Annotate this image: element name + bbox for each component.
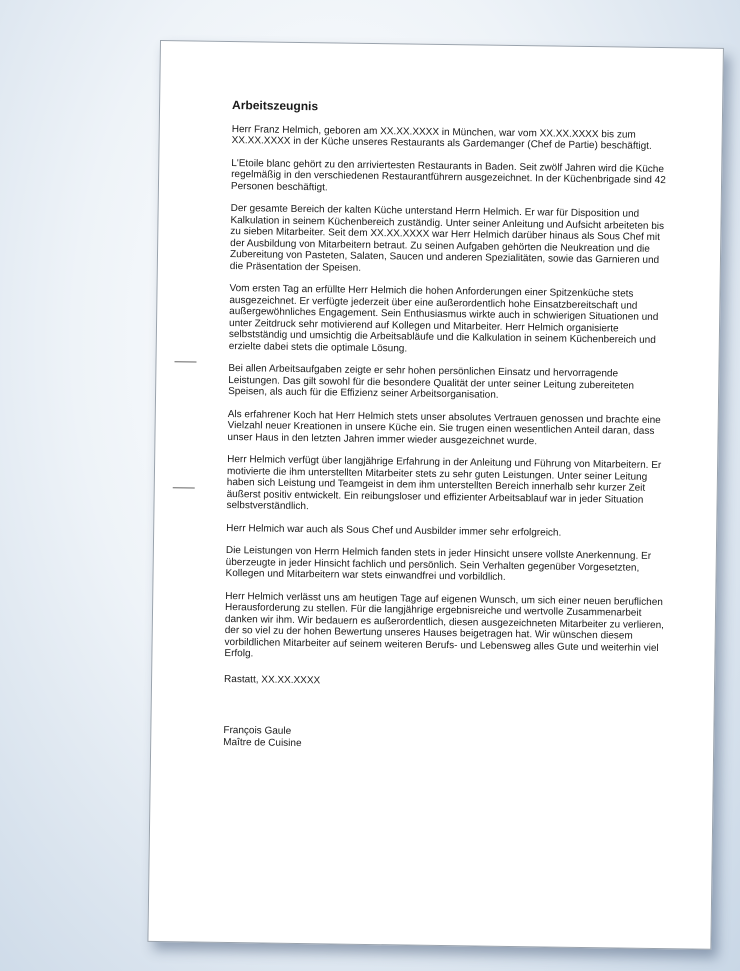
- place-date: Rastatt, XX.XX.XXXX: [224, 673, 321, 686]
- fold-mark: [175, 361, 197, 362]
- paragraph: Die Leistungen von Herrn Helmich fanden stets in jeder Hinsicht unsere vollste Anerkennung. Er überzeugte in jeder Hinsicht fachlich und persönlich. Sein Verhalten gegenüber Vorgesetzten, Kollegen und Mitarbeitern war stets einwandfrei und vorbildlich.: [225, 544, 652, 583]
- paragraph: Der gesamte Bereich der kalten Küche unterstand Herrn Helmich. Er war für Disposition und Kalkulation in seinem Küchenbereich zuständig. Unter seiner Anleitung und Aufsicht arbeiteten bis zu sieben Mitarbeiter. Seit dem XX.XX.XXXX war Herr Helmich darüber hinaus als Sous Chef mit der Ausbildung von Mitarbeitern betraut. Zu seinen Aufgaben gehörten die Neukreation und die Zubereitung von Pasteten, Salaten, Saucen und anderen Spezialitäten, sowie das Garnieren und die Präsentation der Speisen.: [229, 203, 665, 274]
- signature-name: François Gaule: [223, 724, 292, 737]
- paragraph: Bei allen Arbeitsaufgaben zeigte er sehr hohen persönlichen Einsatz und hervorragende Leistungen. Das gilt sowohl für die besondere Qualität der unter seiner Leitung zubereiteten Speisen, als auch für die Effizienz seiner Arbeitsorganisation.: [228, 362, 635, 401]
- fold-mark: [173, 487, 195, 488]
- paragraph: L'Etoile blanc gehört zu den arriviertesten Restaurants in Baden. Seit zwölf Jahren wird die Küche regelmäßig in den verschiedenen Restaurantführern ausgezeichnet. In der Küchenbrigade sind 42 Personen beschäftigt.: [230, 157, 666, 193]
- signature-block: [223, 725, 663, 754]
- paragraph: Als erfahrener Koch hat Herr Helmich stets unser absolutes Vertrauen genossen und brachte eine Vielzahl neuer Kreationen in unsere Küche ein. Sie trugen einen wesentlichen Anteil daran, dass unser Haus in den letzten Jahren immer wieder ausgezeichnet wurde.: [227, 408, 661, 447]
- paragraph: Herr Helmich verlässt uns am heutigen Tage auf eigenen Wunsch, um sich einer neuen beruflichen Herausforderung zu stellen. Für die langjährige ergebnisreiche und wertvolle Zusammenarbeit danken wir ihm. Wir bedauern es außerordentlich, diesen ausgezeichneten Mitarbeiter zu verlieren, der so viel zu der hohen Bewertung unseres Hauses beigetragen hat. Wir wünschen diesem vorbildlichen Mitarbeiter auf seinem weiteren Berufs- und Lebensweg alles Gute und weiterhin viel Erfolg.: [224, 590, 665, 660]
- paragraph: Herr Franz Helmich, geboren am XX.XX.XXXX in München, war vom XX.XX.XXXX bis zum XX.XX.XXXX in der Küche unseres Restaurants als Gardemanger (Chef de Partie) beschäftigt.: [231, 123, 652, 152]
- letter-body: [223, 100, 672, 754]
- paragraph: Vom ersten Tag an erfüllte Herr Helmich die hohen Anforderungen einer Spitzenküche stets ausgezeichnet. Er verfügte jederzeit über eine außerordentlich hohe Einsatzbereitschaft und außergewöhnliches Engagement. Sein Enthusiasmus wirkte auch in schwierigen Situationen und unter Zeitdruck sehr motivierend auf Kollegen und Mitarbeiter. Herr Helmich organisierte selbstständig und umsichtig die Arbeitsabläufe und die Kalkulation in seinem Küchenbereich und erzielte dabei stets die optimale Lösung.: [228, 282, 659, 354]
- document-page: [147, 40, 724, 950]
- paragraph: Herr Helmich verfügt über langjährige Erfahrung in der Anleitung und Führung von Mitarbeitern. Er motivierte die ihm unterstellten Mitarbeiter stets zu sehr guten Leistungen. Unter seiner Leitung haben sich Leistung und Teamgeist in dem ihm unterstellten Bereich innerhalb sehr kurzer Zeit äußerst positiv entwickelt. Ein reibungsloser und effizienter Arbeitsablauf war in jeder Situation selbstverständlich.: [226, 453, 662, 513]
- paragraph: Herr Helmich war auch als Sous Chef und Ausbilder immer sehr erfolgreich.: [226, 522, 562, 539]
- signature-role: Maître de Cuisine: [223, 736, 302, 749]
- document-title: Arbeitszeugnis: [232, 98, 319, 114]
